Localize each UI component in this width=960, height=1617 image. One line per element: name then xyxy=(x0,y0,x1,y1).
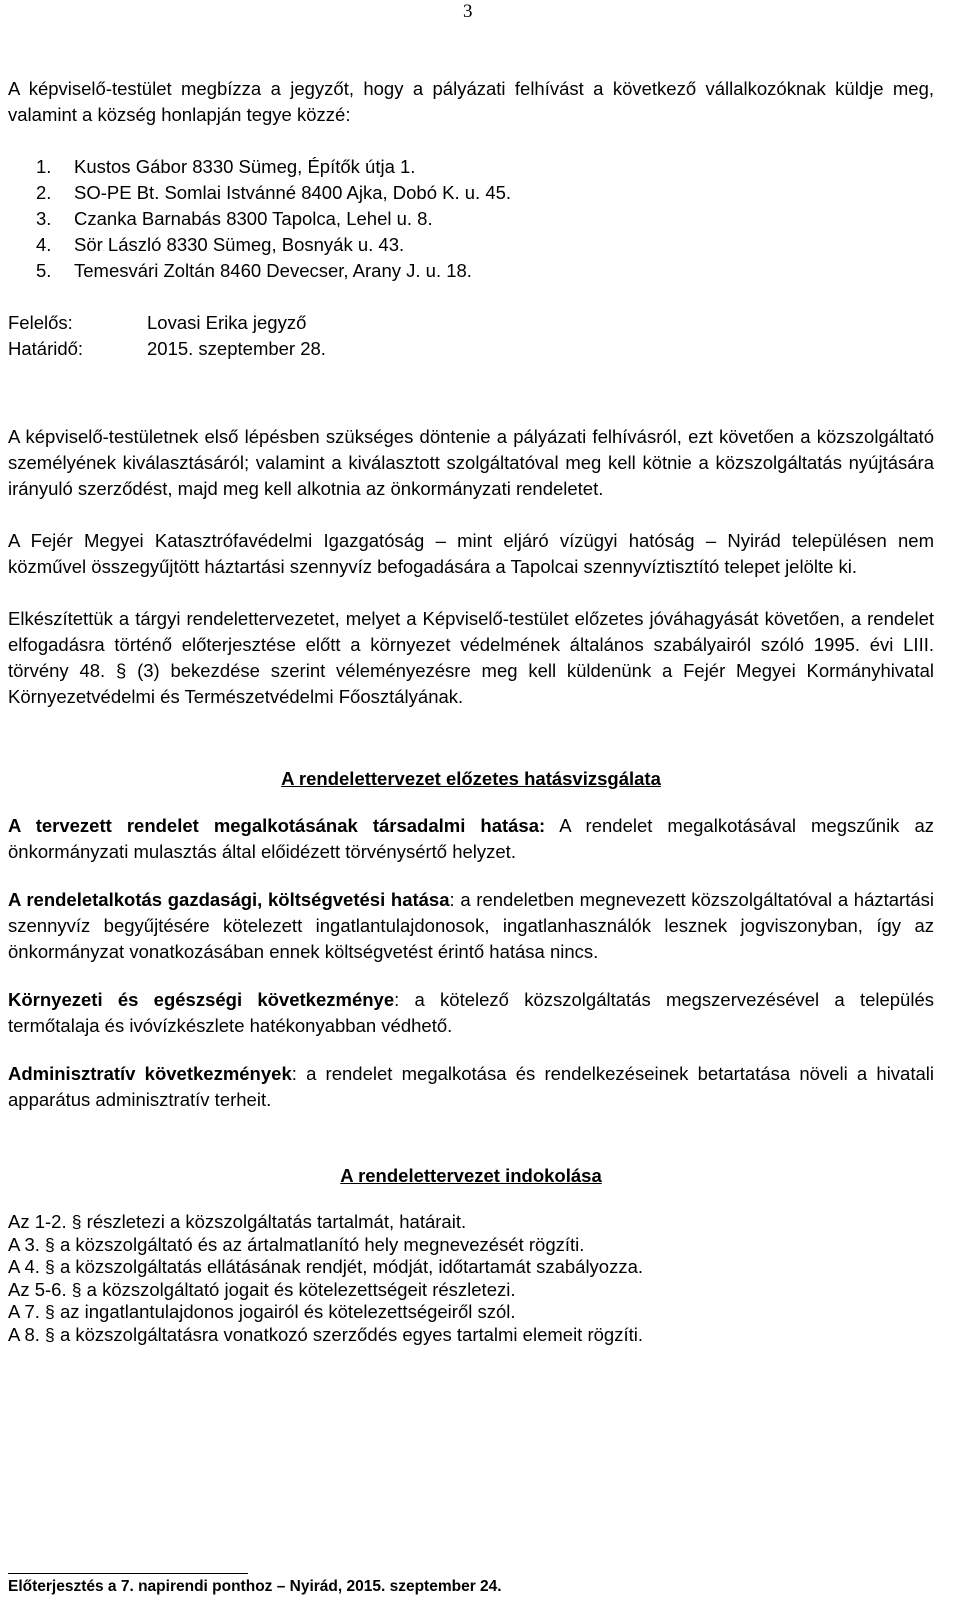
document-body xyxy=(8,76,934,1347)
paragraph: A Fejér Megyei Katasztrófavédelmi Igazgatóság – mint eljáró vízügyi hatóság – Nyirád településen nem közművel összegyűjtött háztartási szennyvíz befogadására a Tapolcai szennyvíztisztító telepet jelölte ki. xyxy=(8,530,934,577)
contractor-list xyxy=(8,154,934,284)
impact-text: : a rendeletben megnevezett közszolgáltatóval a háztartási szennyvíz begyűjtésére kötelezett ingatlantulajdonosok, ingatlanhasználók lesznek jogviszonyban, így az önkormányzat vonatkozásában ennek költségvetést érintő hatása nincs. xyxy=(8,889,934,962)
list-item: A 4. § a közszolgáltatás ellátásának rendjét, módját, időtartamát szabályozza. xyxy=(8,1256,644,1278)
deadline-label: Határidő: xyxy=(8,338,84,359)
list-item: 4. Sör László 8330 Sümeg, Bosnyák u. 43. xyxy=(36,234,405,255)
impact-label: Adminisztratív következmények xyxy=(8,1063,292,1084)
deadline-value: 2015. szeptember 28. xyxy=(147,338,326,359)
impact-label: A tervezett rendelet megalkotásának társadalmi hatása: xyxy=(8,815,546,836)
list-item: Az 5-6. § a közszolgáltató jogait és kötelezettségeit részletezi. xyxy=(8,1278,516,1300)
list-item: 2. SO-PE Bt. Somlai Istvánné 8400 Ajka, Dobó K. u. 45. xyxy=(36,182,512,203)
responsible-row xyxy=(8,310,934,336)
intro-paragraph: A képviselő-testület megbízza a jegyzőt, hogy a pályázati felhívást a következő vállalkozóknak küldje meg, valamint a község honlapján tegye közzé: xyxy=(8,78,934,125)
impact-label: Környezeti és egészségi következménye xyxy=(8,989,395,1010)
paragraph: A képviselő-testületnek első lépésben szükséges döntenie a pályázati felhívásról, ezt követően a közszolgáltató személyének kiválasztásáról; valamint a kiválasztott szolgáltatóval meg kell kötnie a közszolgáltatás nyújtására irányuló szerződést, majd meg kell alkotnia az önkormányzati rendeletet. xyxy=(8,426,934,499)
impact-paragraph xyxy=(8,887,934,965)
list-item: 5. Temesvári Zoltán 8460 Devecser, Arany J. u. 18. xyxy=(36,260,472,281)
impact-label: A rendeletalkotás gazdasági, költségvetési hatása xyxy=(8,889,450,910)
list-item: A 8. § a közszolgáltatásra vonatkozó szerződés egyes tartalmi elemeit rögzíti. xyxy=(8,1323,643,1345)
list-item: Az 1-2. § részletezi a közszolgáltatás tartalmát, határait. xyxy=(8,1211,467,1232)
footer-divider xyxy=(8,1573,248,1574)
list-item: A 3. § a közszolgáltató és az ártalmatlanító hely megnevezését rögzíti. xyxy=(8,1233,585,1255)
list-item: 1. Kustos Gábor 8330 Sümeg, Építők útja 1. xyxy=(36,156,416,177)
deadline-row xyxy=(8,336,934,362)
impact-heading: A rendelettervezet előzetes hatásvizsgálata xyxy=(281,768,661,789)
list-item: 3. Czanka Barnabás 8300 Tapolca, Lehel u. 8. xyxy=(36,208,433,229)
paragraph: Elkészítettük a tárgyi rendelettervezetet, melyet a Képviselő-testület előzetes jóváhagyását követően, a rendelet elfogadásra történő előterjesztése előtt a környezet védelmének általános szabályairól szóló 1995. évi LIII. törvény 48. § (3) bekezdése szerint véleményezésre meg kell küldenünk a Fejér Megyei Kormányhivatal Környezetvédelmi és Természetvédelmi Főosztályának. xyxy=(8,608,934,707)
reasoning-list xyxy=(8,1211,934,1347)
impact-paragraph xyxy=(8,813,934,865)
reasoning-heading: A rendelettervezet indokolása xyxy=(340,1165,602,1186)
impact-paragraph xyxy=(8,1061,934,1113)
responsibility-block xyxy=(8,310,934,362)
impact-text: A rendelet megalkotásával megszűnik az önkormányzati mulasztás által előidézett törvénysértő helyzet. xyxy=(8,815,935,862)
impact-text: : a kötelező közszolgáltatás megszervezésével a település termőtalaja és ivóvízkészlete hatékonyabban védhető. xyxy=(8,989,934,1036)
impact-paragraph xyxy=(8,987,934,1039)
page-number: 3 xyxy=(463,1,473,22)
page-footer: Előterjesztés a 7. napirendi ponthoz – Nyirád, 2015. szeptember 24. xyxy=(8,1578,502,1595)
list-item: A 7. § az ingatlantulajdonos jogairól és kötelezettségeiről szól. xyxy=(8,1301,516,1323)
responsible-value: Lovasi Erika jegyző xyxy=(147,312,307,333)
impact-text: : a rendelet megalkotása és rendelkezéseinek betartatása növeli a hivatali apparátus adminisztratív terheit. xyxy=(8,1063,934,1110)
responsible-label: Felelős: xyxy=(8,312,73,333)
